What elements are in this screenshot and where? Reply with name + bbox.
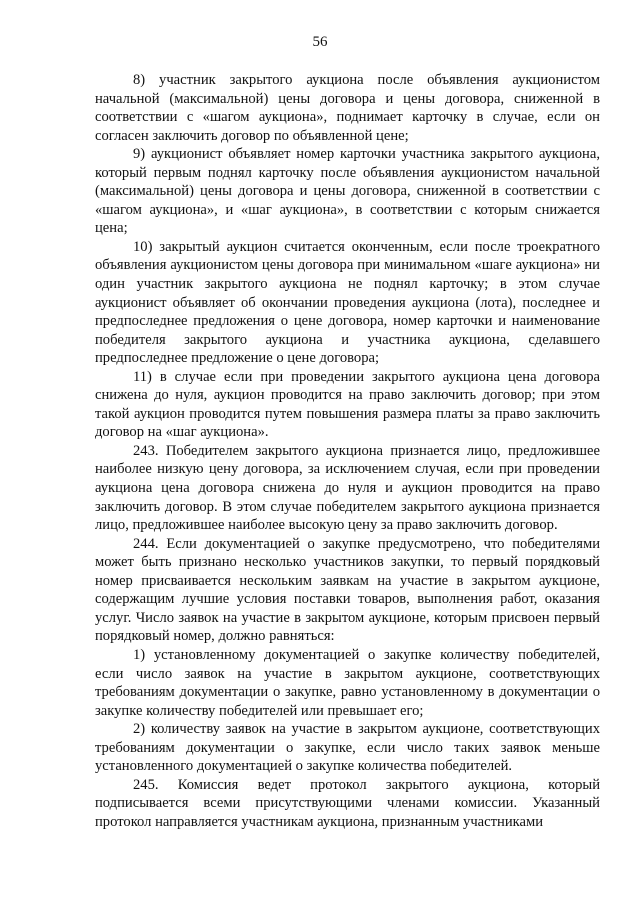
clause-244-item-2: 2) количеству заявок на участие в закрытом аукционе, соответствующих требованиям документации о закупке, если число таких заявок меньше установленного документацией о закупке количества победителей. bbox=[95, 721, 600, 775]
document-body bbox=[95, 71, 600, 831]
list-item-8: 8) участник закрытого аукциона после объявления аукционистом начальной (максимальной) цены договора и цены договора, сниженной в соответствии с «шагом аукциона», поднимает карточку в случае, если он согласен заключить договор по объявленной цене; bbox=[95, 72, 600, 144]
clause-244: 244. Если документацией о закупке предусмотрено, что победителями может быть признано несколько участников закупки, то первый порядковый номер присваивается нескольким заявкам на участие в закрытом аукционе, содержащим лучшие условия поставки товаров, выполнения работ, оказания услуг. Число заявок на участие в закрытом аукционе, которым присвоен первый порядковый номер, должно равняться: bbox=[95, 535, 600, 645]
clause-244-item-1: 1) установленному документацией о закупке количеству победителей, если число заявок на участие в закрытом аукционе, соответствующих требованиям документации о закупке, равно установленному в документации о закупке количеству победителей или превышает его; bbox=[95, 646, 600, 719]
list-item-11: 11) в случае если при проведении закрытого аукциона цена договора снижена до нуля, аукцион проводится на право заключить договор; при этом такой аукцион проводится путем повышения размера платы за право заключить договор на «шаг аукциона». bbox=[95, 368, 600, 441]
clause-243: 243. Победителем закрытого аукциона признается лицо, предложившее наиболее низкую цену договора, за исключением случая, если при проведении аукциона цена договора снижена до нуля и аукцион проводится на право заключить договор. В этом случае победителем закрытого аукциона признается лицо, предложившее наиболее высокую цену за право заключить договор. bbox=[95, 442, 600, 534]
page-number: 56 bbox=[312, 34, 328, 50]
list-item-10: 10) закрытый аукцион считается оконченным, если после троекратного объявления аукционистом цены договора при минимальном «шаге аукциона» ни один участник закрытого аукциона не поднял карточку; в этом случае аукционист объявляет об окончании проведения аукциона (лота), последнее и предпоследнее предложения о цене договора, номер карточки и наименование победителя закрытого аукциона и участника аукциона, сделавшего предпоследнее предложение о цене договора; bbox=[95, 238, 600, 367]
list-item-9: 9) аукционист объявляет номер карточки участника закрытого аукциона, который первым поднял карточку после объявления аукционистом начальной (максимальной) цены договора и цены договора, сниженной в соответствии с «шагом аукциона», и «шаг аукциона», в соответствии с которым снижается цена; bbox=[95, 146, 600, 237]
clause-245: 245. Комиссия ведет протокол закрытого аукциона, который подписывается всеми присутствующими членами комиссии. Указанный протокол направляется участникам аукциона, признанным участниками bbox=[95, 776, 600, 830]
